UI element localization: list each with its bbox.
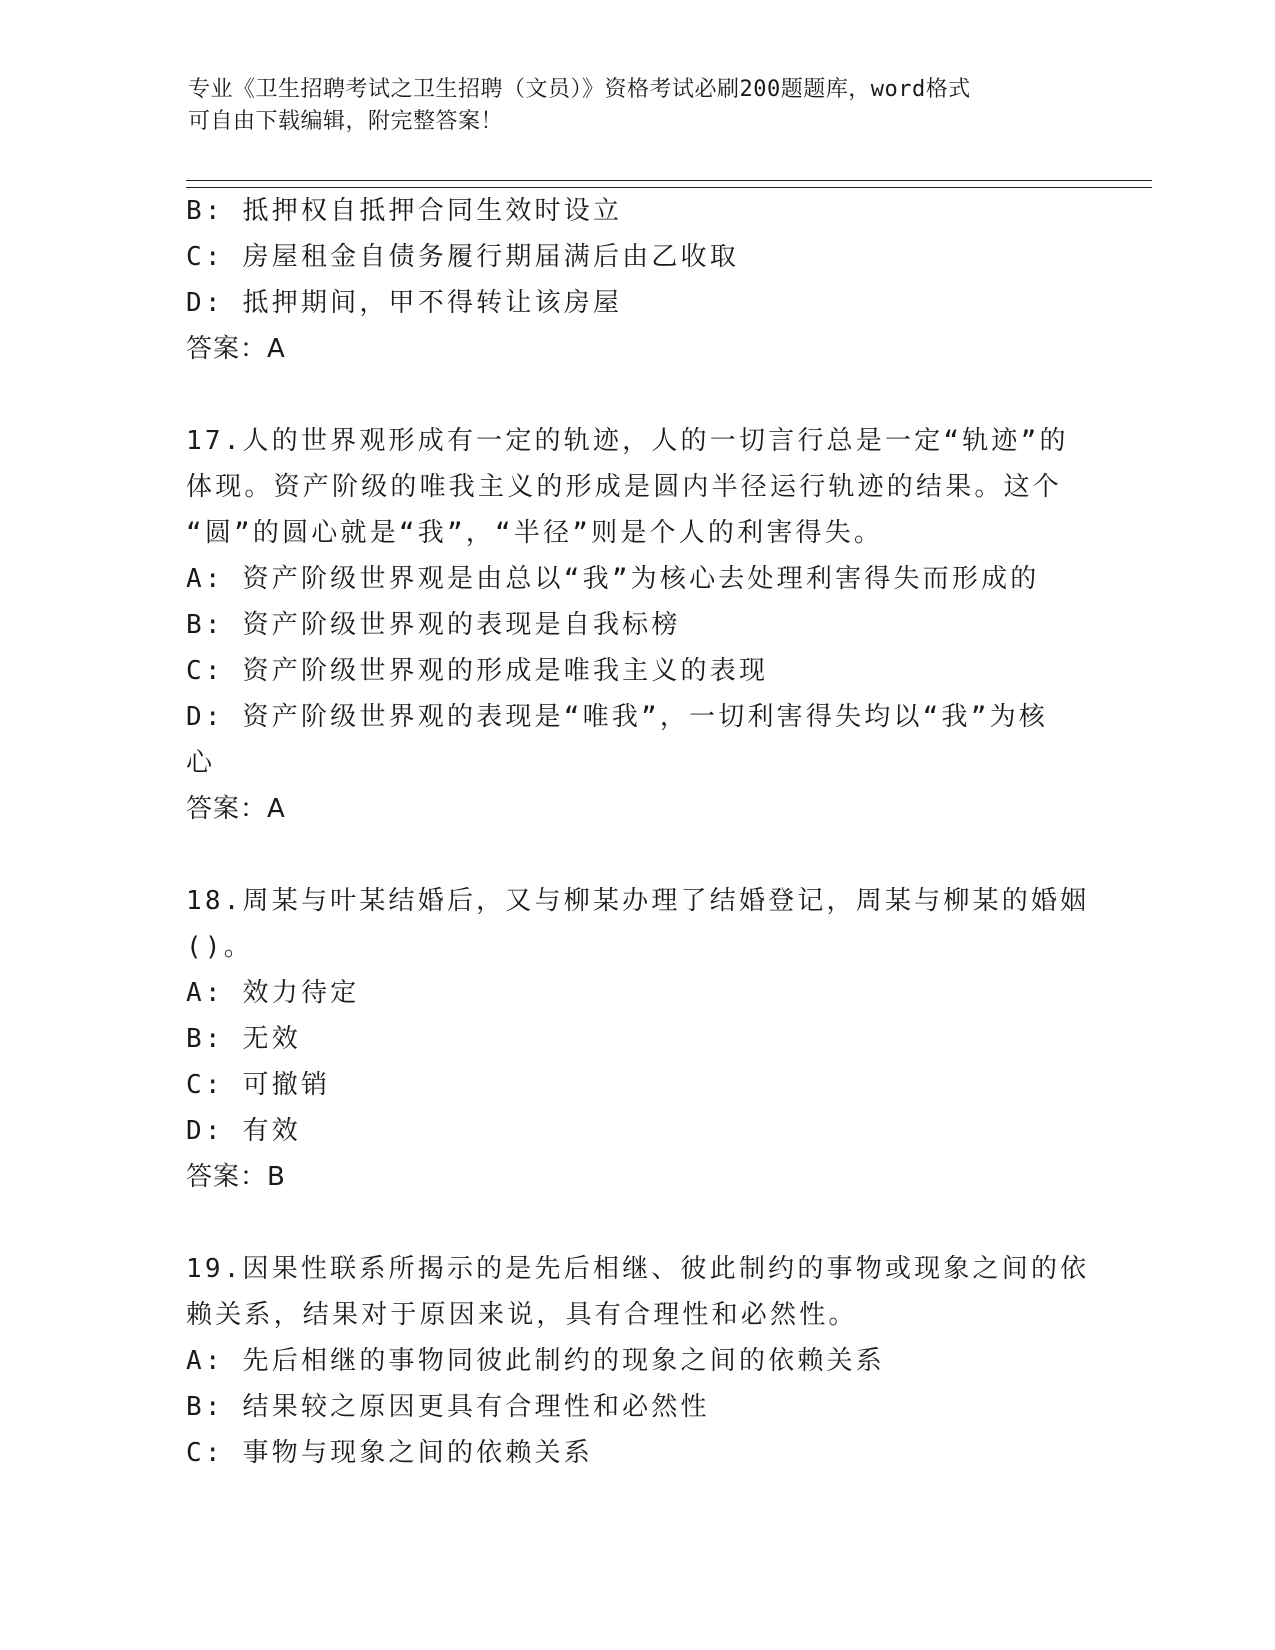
- question-stem-line: 赖关系，结果对于原因来说，具有合理性和必然性。: [186, 1300, 858, 1330]
- spacer: [186, 372, 1106, 418]
- question-stem-line: 18.周某与叶某结婚后，又与柳某办理了结婚登记，周某与柳某的婚姻: [186, 886, 1090, 916]
- option-d-continued: 心: [186, 748, 216, 778]
- option-c: C: 事物与现象之间的依赖关系: [186, 1438, 593, 1468]
- option-a: A: 效力待定: [186, 978, 360, 1008]
- question-list: [186, 188, 1106, 1476]
- question-17: [186, 418, 1106, 832]
- header-line-2: 可自由下载编辑，附完整答案！: [188, 109, 504, 134]
- option-b: B: 资产阶级世界观的表现是自我标榜: [186, 610, 681, 640]
- question-stem-line: 19.因果性联系所揭示的是先后相继、彼此制约的事物或现象之间的依: [186, 1254, 1090, 1284]
- spacer: [186, 1200, 1106, 1246]
- option-d: D: 抵押期间，甲不得转让该房屋: [186, 288, 623, 318]
- option-a: A: 先后相继的事物同彼此制约的现象之间的依赖关系: [186, 1346, 885, 1376]
- question-16-tail: [186, 188, 1106, 372]
- question-18: [186, 878, 1106, 1200]
- option-b: B: 抵押权自抵押合同生效时设立: [186, 196, 623, 226]
- option-d: D: 有效: [186, 1116, 301, 1146]
- option-b: B: 无效: [186, 1024, 301, 1054]
- answer: 答案：A: [186, 334, 286, 364]
- document-header: [188, 74, 1088, 138]
- header-divider: [186, 180, 1152, 188]
- question-stem-line: 17.人的世界观形成有一定的轨迹，人的一切言行总是一定“轨迹”的: [186, 426, 1069, 456]
- option-a: A: 资产阶级世界观是由总以“我”为核心去处理利害得失而形成的: [186, 564, 1040, 594]
- header-line-1: 专业《卫生招聘考试之卫生招聘（文员）》资格考试必刷200题题库，word格式: [188, 77, 971, 102]
- option-c: C: 资产阶级世界观的形成是唯我主义的表现: [186, 656, 769, 686]
- question-stem-line: ()。: [186, 932, 253, 962]
- question-19: [186, 1246, 1106, 1476]
- option-b: B: 结果较之原因更具有合理性和必然性: [186, 1392, 710, 1422]
- option-d: D: 资产阶级世界观的表现是“唯我”，一切利害得失均以“我”为核: [186, 702, 1048, 732]
- question-stem-line: “圆”的圆心就是“我”，“半径”则是个人的利害得失。: [186, 518, 884, 548]
- option-c: C: 可撤销: [186, 1070, 331, 1100]
- spacer: [186, 832, 1106, 878]
- answer: 答案：B: [186, 1162, 286, 1192]
- answer: 答案：A: [186, 794, 286, 824]
- option-c: C: 房屋租金自债务履行期届满后由乙收取: [186, 242, 739, 272]
- question-stem-line: 体现。资产阶级的唯我主义的形成是圆内半径运行轨迹的结果。这个: [186, 472, 1063, 502]
